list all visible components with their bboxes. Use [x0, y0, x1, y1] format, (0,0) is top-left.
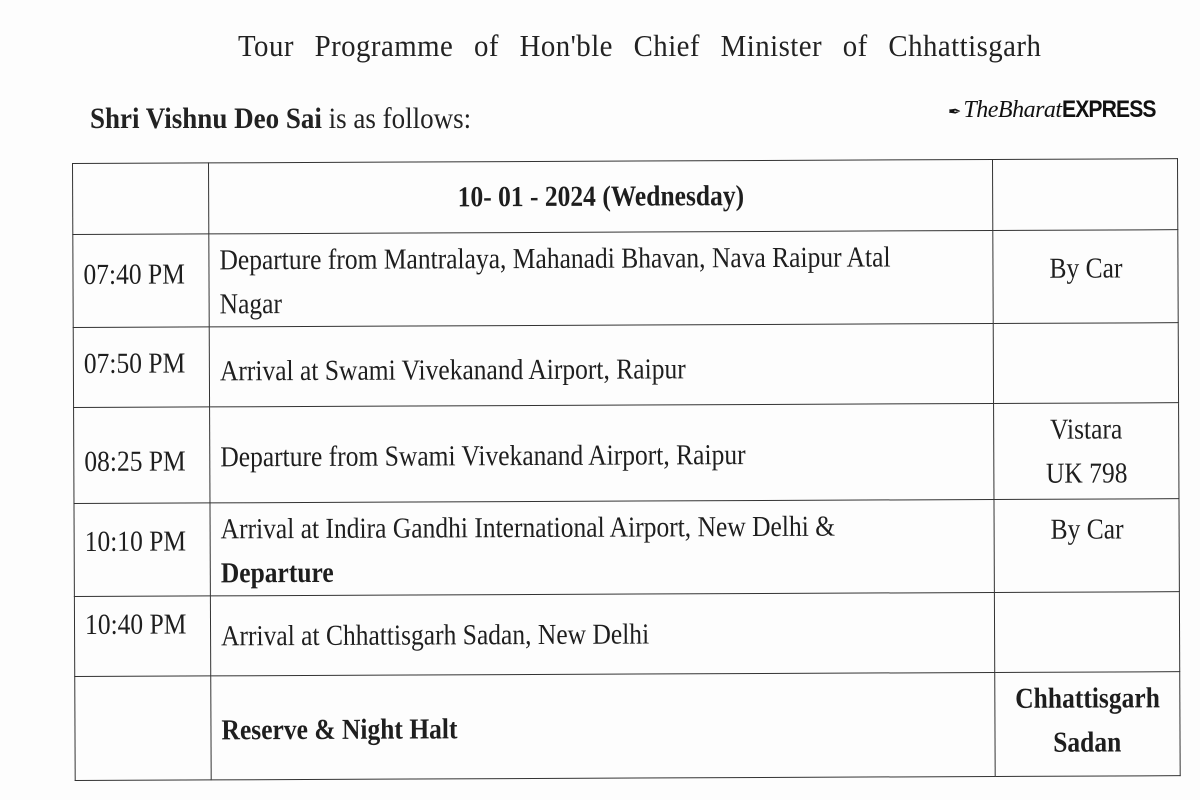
- publisher-watermark: [948, 96, 1168, 124]
- table-row: [75, 672, 1181, 781]
- description-cell: Arrival at Chhattisgarh Sadan, New Delhi: [211, 592, 995, 675]
- time-cell: 10:40 PM: [74, 596, 211, 677]
- table-row: [74, 592, 1180, 677]
- mode-cell: By Car: [993, 230, 1179, 324]
- description-cell: Arrival at Swami Vivekanand Airport, Raipur: [209, 323, 993, 406]
- time-cell: [75, 676, 212, 781]
- description-cell: Departure from Mantralaya, Mahanadi Bhavan, Nava Raipur Atal Nagar: [209, 230, 993, 326]
- table-row: [73, 230, 1179, 328]
- mode-cell: Chhattisgarh Sadan: [995, 672, 1181, 777]
- time-cell: 08:25 PM: [74, 407, 211, 504]
- date-header-row: [73, 159, 1178, 235]
- chief-minister-name: Shri Vishnu Deo Sai: [90, 102, 322, 135]
- description-cell: Departure from Swami Vivekanand Airport, Raipur: [210, 403, 994, 502]
- watermark-bold: EXPRESS: [1061, 96, 1156, 123]
- description-cell: Reserve & Night Halt: [211, 672, 995, 779]
- mode-cell: By Car: [994, 499, 1180, 593]
- table-row: [74, 403, 1180, 504]
- date-header: 10- 01 - 2024 (Wednesday): [209, 159, 993, 233]
- document-title: Tour Programme of Hon'ble Chief Minister of Chhattisgarh: [238, 28, 1042, 63]
- watermark-italic: TheBharat: [963, 97, 1062, 123]
- mode-cell: [993, 323, 1179, 404]
- table-row: [73, 323, 1179, 408]
- time-cell: 07:40 PM: [73, 234, 210, 328]
- mode-cell: [994, 592, 1180, 673]
- schedule-table: [72, 158, 1181, 781]
- header-time-cell: [73, 163, 210, 235]
- time-cell: 07:50 PM: [73, 327, 210, 408]
- pen-nib-icon: ✒: [948, 102, 962, 121]
- time-cell: 10:10 PM: [74, 503, 211, 597]
- mode-cell: Vistara UK 798: [993, 403, 1179, 500]
- subtitle-suffix: is as follows:: [321, 102, 472, 135]
- table-row: [74, 499, 1180, 597]
- header-mode-cell: [992, 159, 1178, 231]
- description-cell: Arrival at Indira Gandhi International Airport, New Delhi & Departure: [210, 499, 994, 595]
- document-subtitle: [90, 102, 471, 136]
